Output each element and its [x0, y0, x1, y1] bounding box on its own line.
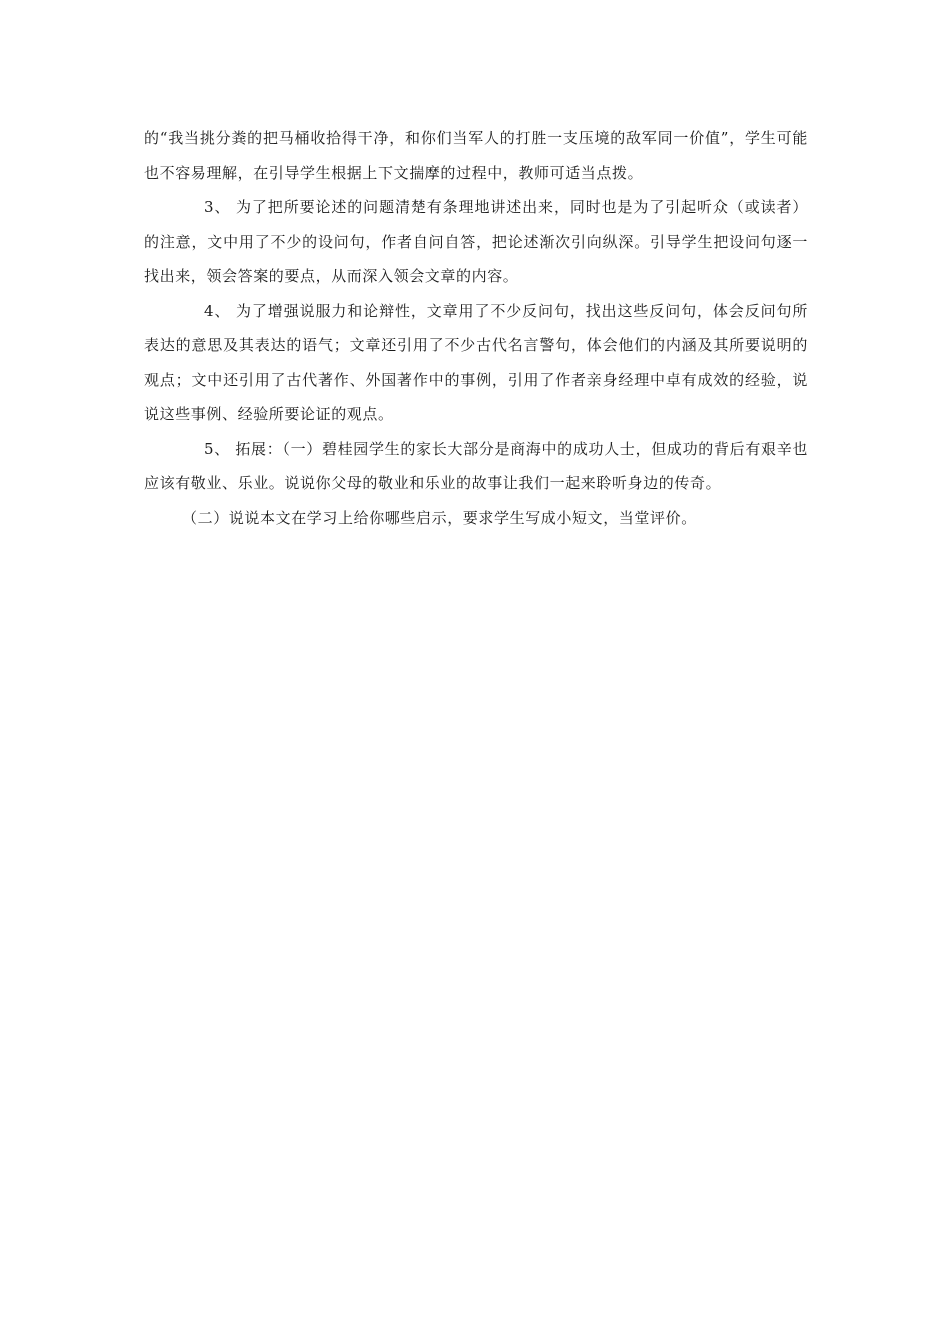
- paragraph-item-4: 4、 为了增强说服力和论辩性，文章用了不少反问句，找出这些反问句，体会反问句所表达的意思及其表达的语气；文章还引用了不少古代名言警句，体会他们的内涵及其所要说明的观点；文中还引用了古代著作、外国著作中的事例，引用了作者亲身经理中卓有成效的经验，说说这些事例、经验所要论证的观点。: [144, 301, 808, 423]
- paragraph-continuation: 的“我当挑分粪的把马桶收拾得干净，和你们当军人的打胜一支压境的敌军同一价值”，学生可能也不容易理解，在引导学生根据上下文揣摩的过程中，教师可适当点拨。: [144, 129, 808, 182]
- document-body: [144, 121, 808, 535]
- paragraph-item-3: 3、 为了把所要论述的问题清楚有条理地讲述出来，同时也是为了引起听众（或读者）的注意，文中用了不少的设问句，作者自问自答，把论述渐次引向纵深。引导学生把设问句逐一找出来，领会答案的要点，从而深入领会文章的内容。: [144, 198, 808, 285]
- paragraph-item-5-sub2: （二）说说本文在学习上给你哪些启示，要求学生写成小短文，当堂评价。: [182, 508, 697, 527]
- paragraph-item-5: 5、 拓展：（一）碧桂园学生的家长大部分是商海中的成功人士，但成功的背后有艰辛也应该有敬业、乐业。说说你父母的敬业和乐业的故事让我们一起来聆听身边的传奇。: [144, 439, 808, 492]
